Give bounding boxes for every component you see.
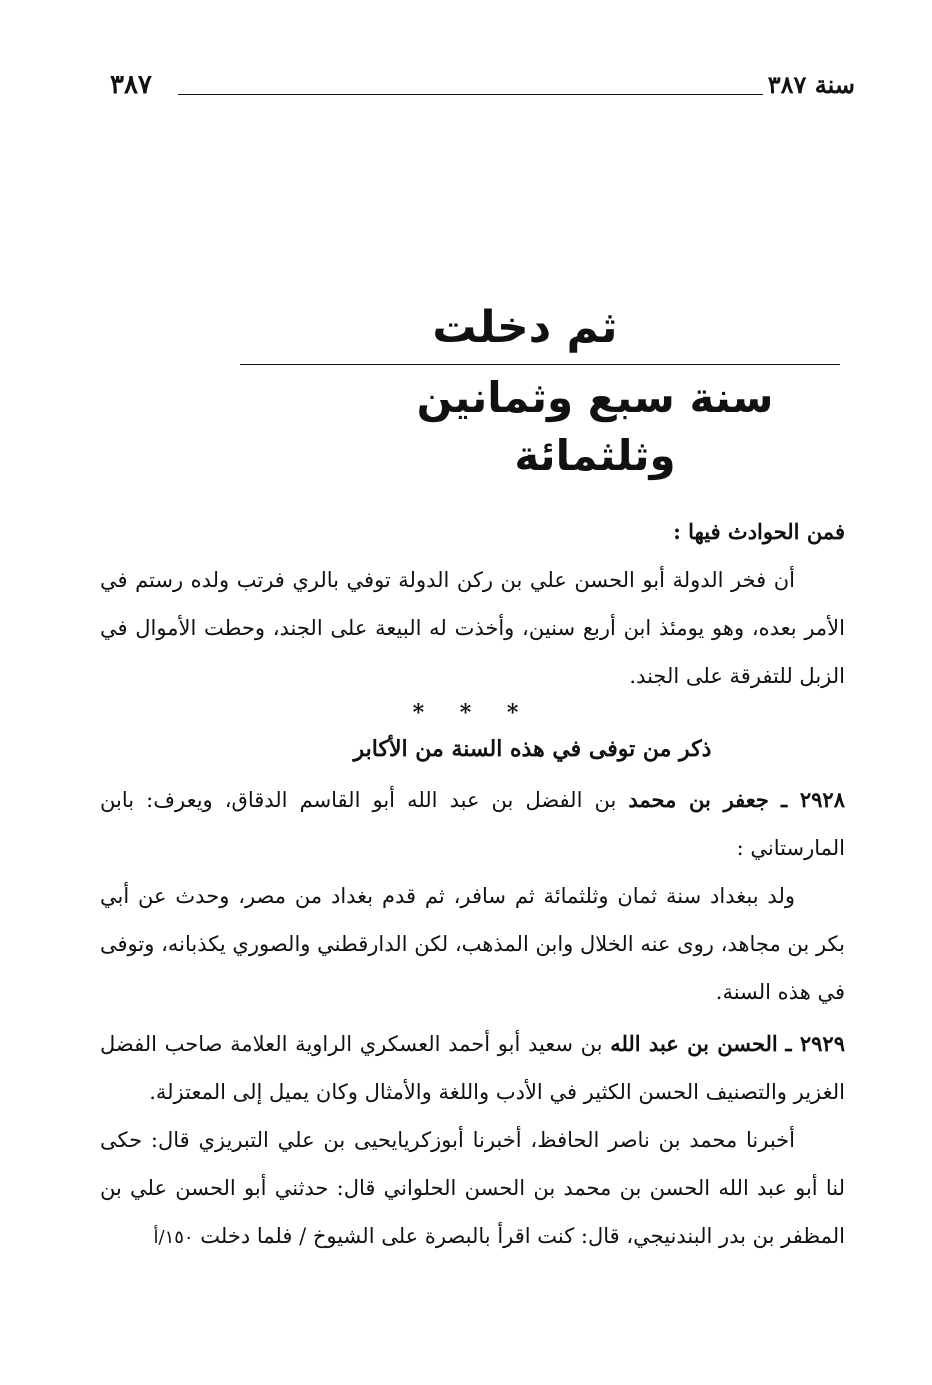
title-line-2: سنة سبع وثمانين وثلثمائة (416, 373, 774, 480)
section-separator: * * * (412, 700, 533, 726)
main-text (100, 508, 845, 1262)
entry-name: جعفر بن محمد (628, 787, 769, 812)
folio-marker: ١٥٠/أ (153, 1227, 194, 1248)
running-header (110, 70, 855, 110)
events-paragraph: أن فخر الدولة أبو الحسن علي بن ركن الدولة توفي بالري فرتب ولده رستم في الأمر بعده، وهو يومئذ ابن أربع سنين، وأخذت له البيعة على الجند، وحطت الأموال في الزبل للتفرقة على الجند. (100, 568, 845, 688)
entry-number: ٢٩٢٩ ـ (785, 1031, 845, 1056)
entry-number: ٢٩٢٨ ـ (781, 787, 845, 812)
title-rule (240, 364, 840, 365)
entry-2929-header (100, 1020, 845, 1116)
entry-intro: بن الفضل بن عبد الله أبو القاسم الدقاق، ويعرف: بابن المارستاني : (100, 788, 845, 860)
entry-text: أخبرنا محمد بن ناصر الحافظ، أخبرنا أبوزكريايحيى بن علي التبريزي قال: حكى لنا أبو عبد الله الحسن بن محمد بن الحسن الحلواني قال: حدثني أبو الحسن علي بن المظفر بن بدر البندنيجي، قال: كنت اقرأ بالبصرة على الشيوخ / فلما دخلت (100, 1128, 845, 1248)
title-line-1: ثم دخلت (432, 302, 618, 353)
entry-2928-text: ولد ببغداد سنة ثمان وثلثمائة ثم سافر، ثم قدم بغداد من مصر، وحدث عن أبي بكر بن مجاهد، روى عنه الخلال وابن المذهب، لكن الدارقطني والصوري يكذبانه، وتوفى في هذه السنة. (100, 884, 845, 1004)
entry-2929-text (100, 1116, 845, 1262)
entry-name: الحسن بن عبد الله (610, 1031, 778, 1056)
page-number: ٣٨٧ (110, 70, 152, 100)
chapter-title (240, 298, 840, 485)
entry-2928-header (100, 776, 845, 872)
events-heading: فمن الحوادث فيها : (673, 519, 845, 544)
entry-intro: بن سعيد أبو أحمد العسكري الراوية العلامة صاحب الفضل الغزير والتصنيف الحسن الكثير في الأدب واللغة والأمثال وكان يميل إلى المعتزلة. (100, 1032, 845, 1104)
running-title: سنة ٣٨٧ (767, 70, 855, 99)
obituaries-heading: ذكر من توفى في هذه السنة من الأكابر (353, 736, 712, 762)
header-rule (178, 94, 763, 95)
